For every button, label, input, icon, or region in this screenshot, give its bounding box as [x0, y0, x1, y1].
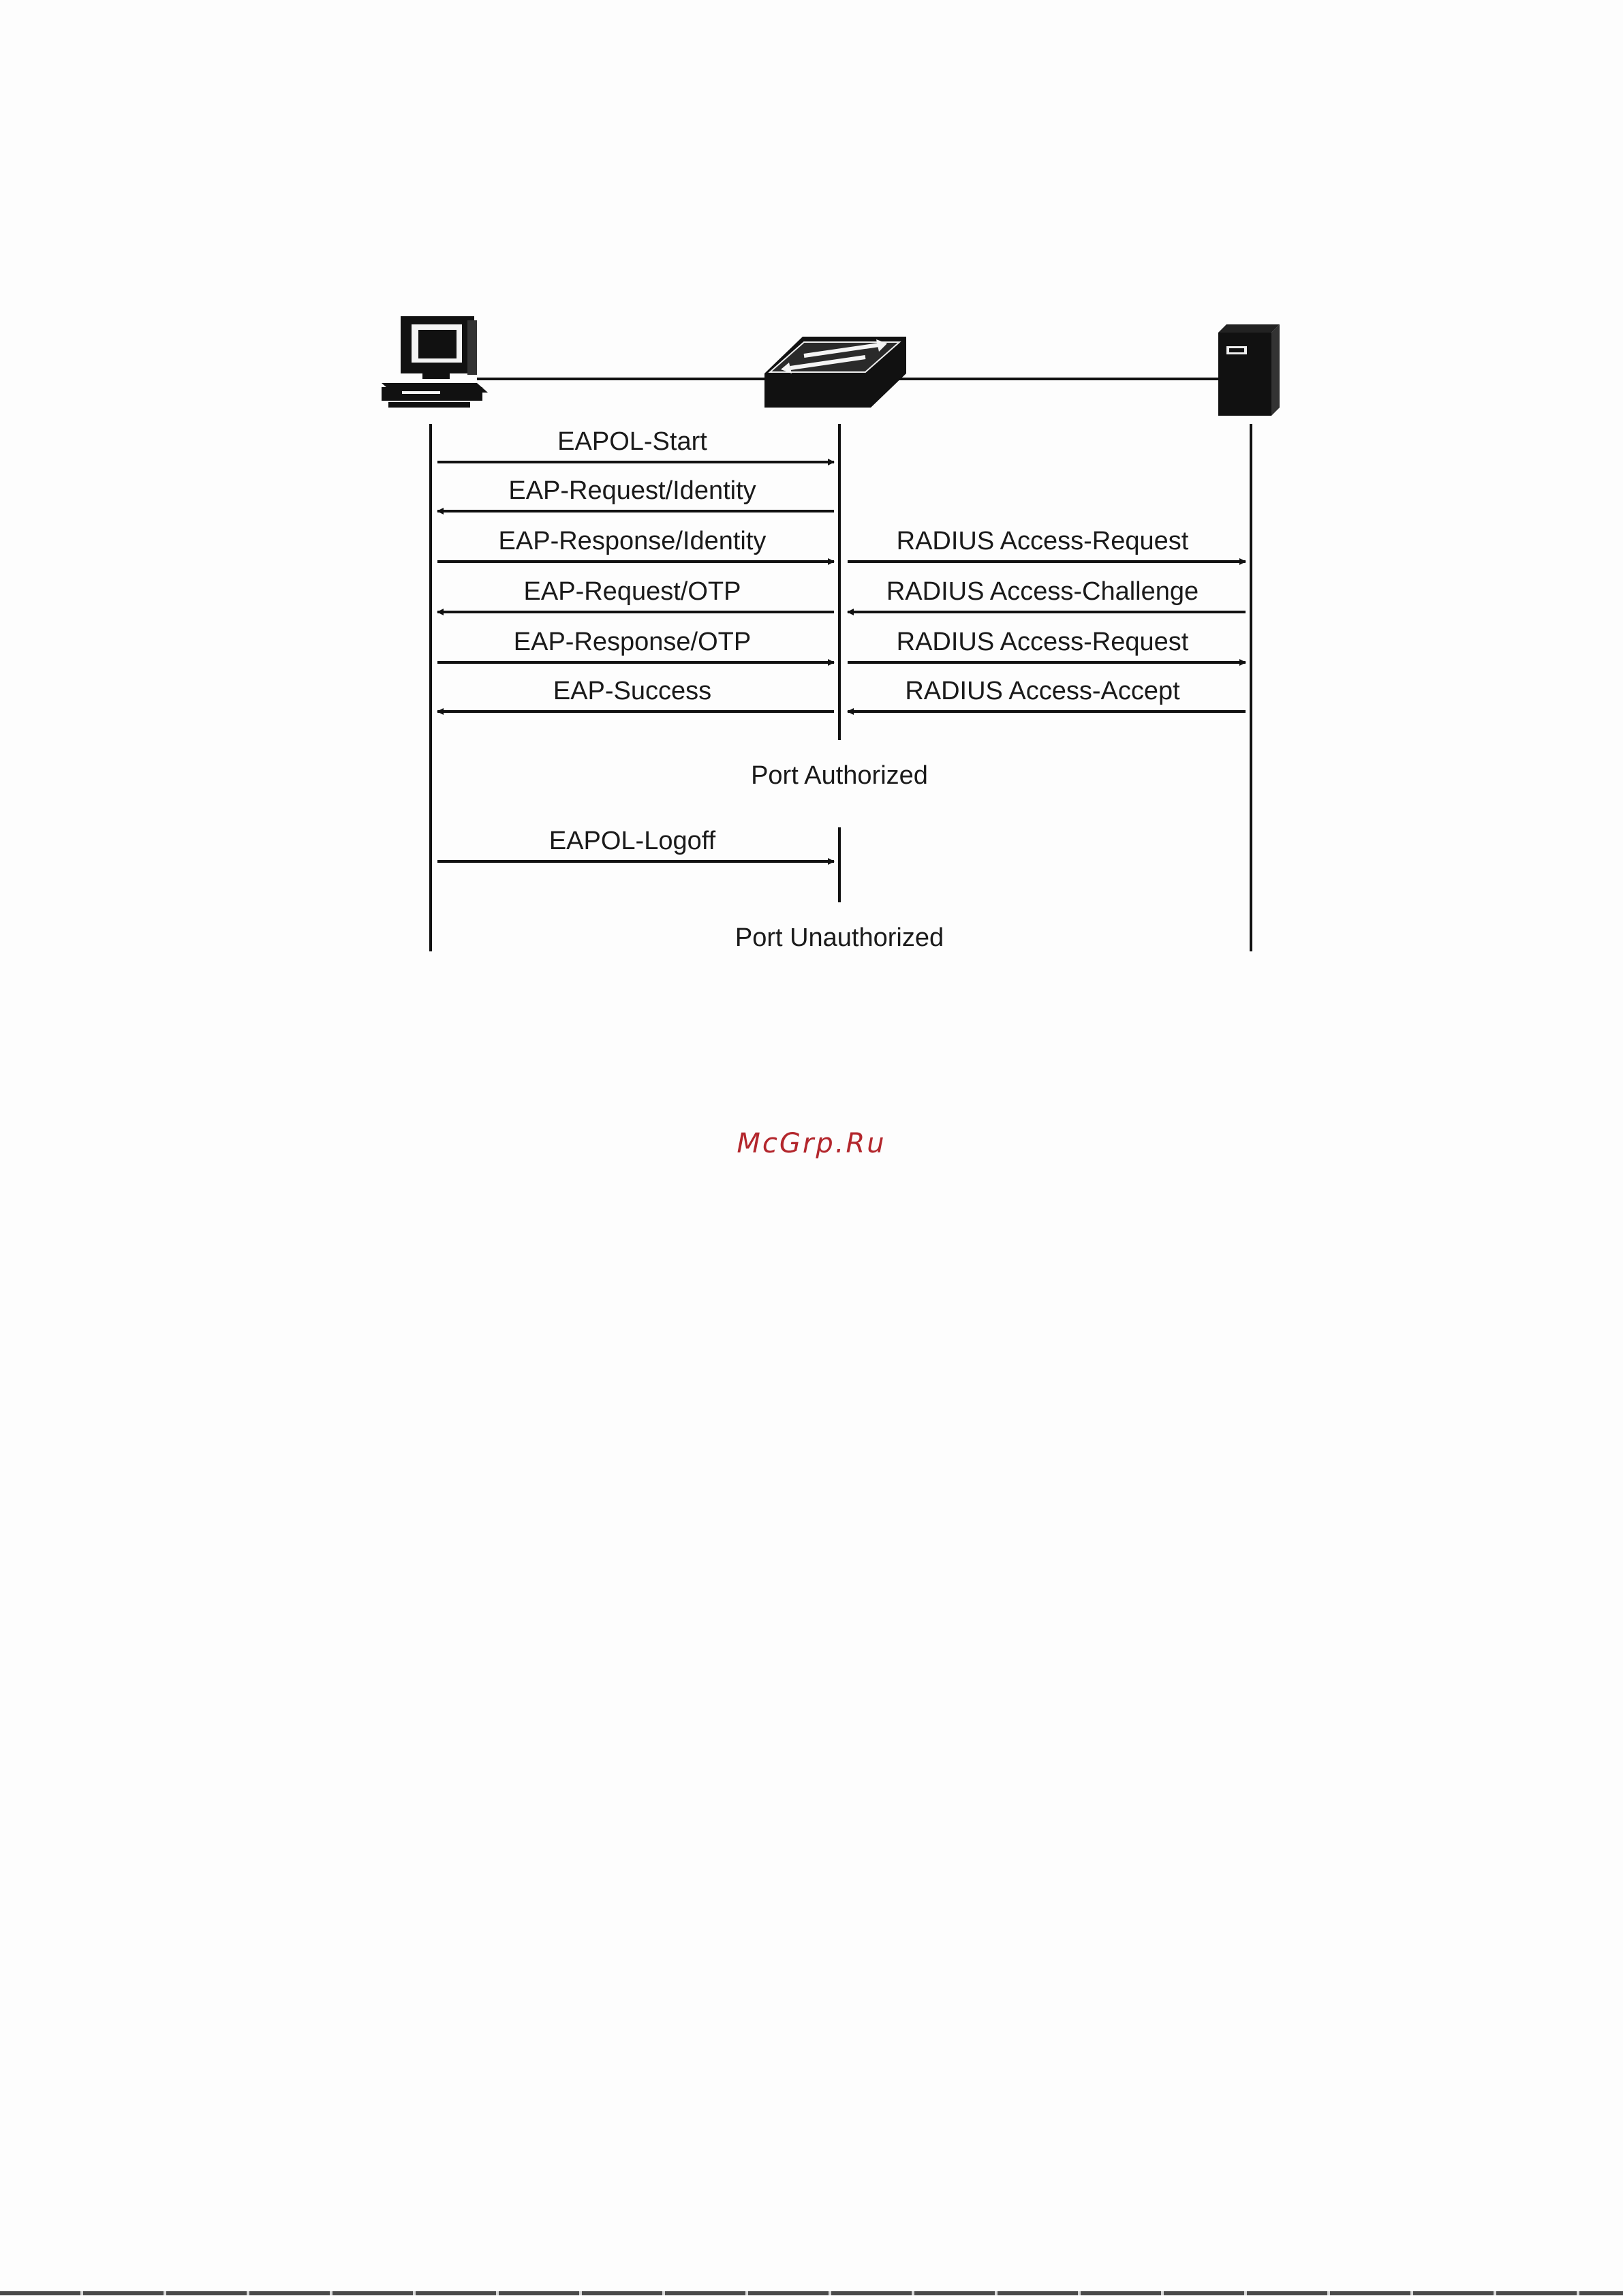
- switch-icon: [764, 337, 906, 408]
- client-pc-icon: [382, 316, 488, 408]
- message-label-radius-access-request-2: RADIUS Access-Request: [896, 628, 1189, 656]
- message-label-eap-request-otp: EAP-Request/OTP: [523, 577, 741, 606]
- server-icon: [1218, 324, 1280, 416]
- eap-sequence-diagram: [0, 0, 1623, 968]
- message-label-radius-access-request-1: RADIUS Access-Request: [896, 527, 1189, 555]
- bottom-divider: [0, 2291, 1623, 2295]
- message-label-radius-access-challenge: RADIUS Access-Challenge: [886, 577, 1199, 606]
- message-label-eap-success: EAP-Success: [553, 677, 712, 705]
- message-label-eap-response-identity: EAP-Response/Identity: [498, 527, 767, 555]
- message-label-radius-access-accept: RADIUS Access-Accept: [905, 677, 1180, 705]
- port-authorized-label: Port Authorized: [751, 761, 928, 790]
- message-label-eap-response-otp: EAP-Response/OTP: [513, 628, 752, 656]
- port-unauthorized-label: Port Unauthorized: [735, 923, 944, 952]
- message-label-eapol-start: EAPOL-Start: [557, 427, 707, 456]
- message-label-eap-request-identity: EAP-Request/Identity: [508, 476, 756, 505]
- message-label-eapol-logoff: EAPOL-Logoff: [548, 827, 716, 855]
- watermark: McGrp.Ru: [737, 1128, 886, 1159]
